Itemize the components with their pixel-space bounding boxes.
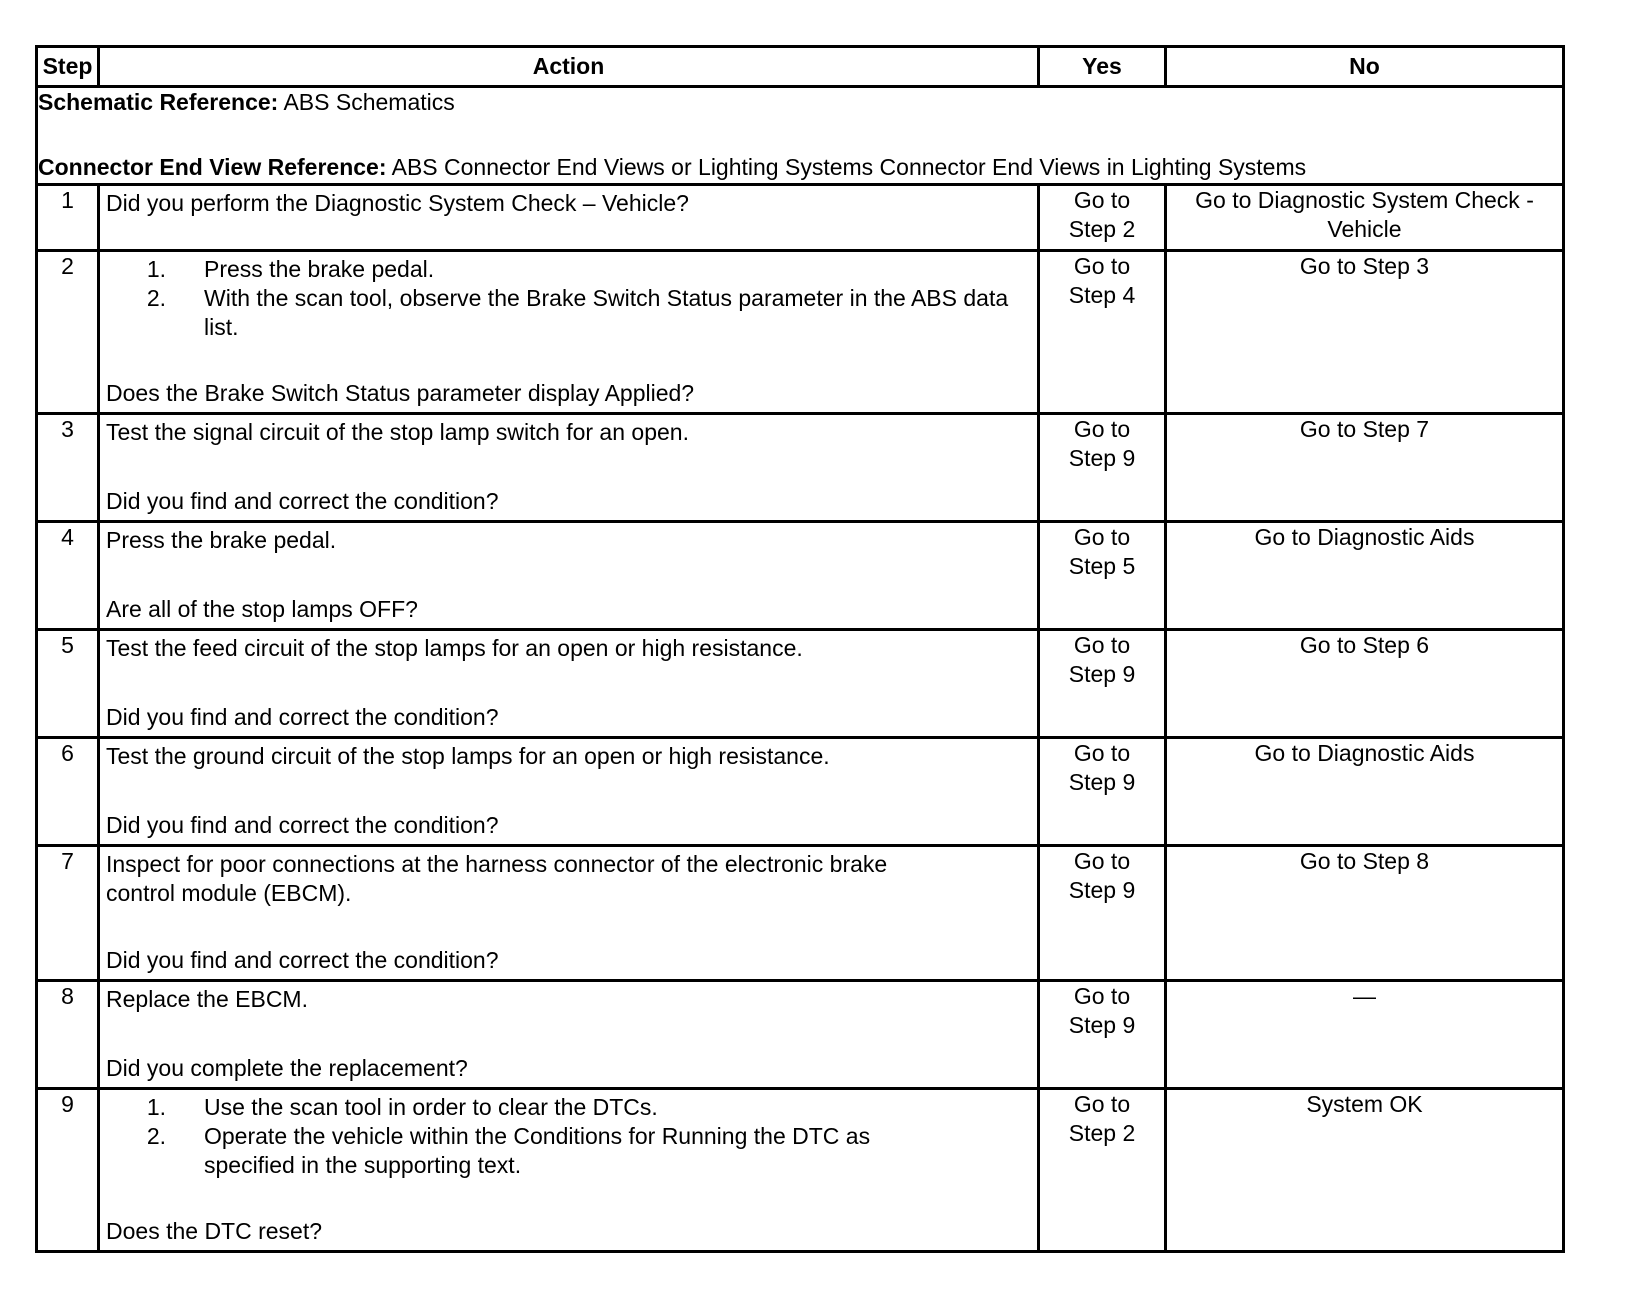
table-row xyxy=(37,522,1564,630)
yes-cell xyxy=(1039,251,1166,414)
schematic-reference xyxy=(38,88,1562,117)
no-line-1: Go to Diagnostic System Check - xyxy=(1195,187,1534,213)
list-item-number: 1. xyxy=(146,1094,166,1120)
connector-reference-value: ABS Connector End Views or Lighting Systems Connector End Views in Lighting Systems xyxy=(386,154,1307,180)
action-question: Does the DTC reset? xyxy=(106,1218,323,1244)
list-item-text: Press the brake pedal. xyxy=(204,256,435,282)
connector-reference xyxy=(38,153,1562,182)
list-item xyxy=(106,1093,1032,1122)
step-number: 4 xyxy=(37,522,99,630)
yes-cell xyxy=(1039,185,1166,251)
list-item-number: 1. xyxy=(146,256,166,282)
table-row xyxy=(37,414,1564,522)
yes-cell xyxy=(1039,1089,1166,1252)
no-cell: Go to Step 3 xyxy=(1166,251,1564,414)
no-cell: Go to Diagnostic Aids xyxy=(1166,522,1564,630)
table-row xyxy=(37,738,1564,846)
table-row xyxy=(37,185,1564,251)
action-cell xyxy=(99,414,1039,522)
step-number: 1 xyxy=(37,185,99,251)
list-item-text: Use the scan tool in order to clear the DTCs. xyxy=(204,1094,658,1120)
yes-cell xyxy=(1039,981,1166,1089)
action-question: Did you find and correct the condition? xyxy=(106,704,499,730)
yes-line-1: Go to xyxy=(1073,416,1131,442)
reference-cell xyxy=(37,87,1564,185)
yes-line-2: Step 5 xyxy=(1068,553,1136,579)
no-cell: Go to Step 6 xyxy=(1166,630,1564,738)
action-question: Did you perform the Diagnostic System Check – Vehicle? xyxy=(106,190,689,216)
table-header-row xyxy=(37,47,1564,87)
step-number: 8 xyxy=(37,981,99,1089)
action-cell xyxy=(99,522,1039,630)
no-cell: — xyxy=(1166,981,1564,1089)
header-yes: Yes xyxy=(1039,47,1166,87)
yes-line-1: Go to xyxy=(1073,740,1131,766)
yes-cell xyxy=(1039,414,1166,522)
yes-cell xyxy=(1039,630,1166,738)
action-cell xyxy=(99,251,1039,414)
yes-cell xyxy=(1039,738,1166,846)
list-item xyxy=(106,1122,1032,1180)
step-number: 7 xyxy=(37,846,99,981)
action-cell xyxy=(99,981,1039,1089)
action-steps-list xyxy=(106,1093,1032,1180)
action-instruction: Inspect for poor connections at the harness connector of the electronic brake control module (EBCM). xyxy=(106,851,888,906)
step-number: 6 xyxy=(37,738,99,846)
yes-line-2: Step 9 xyxy=(1068,877,1136,903)
yes-line-1: Go to xyxy=(1073,1091,1131,1117)
action-question: Are all of the stop lamps OFF? xyxy=(106,596,418,622)
action-cell xyxy=(99,738,1039,846)
action-question: Did you complete the replacement? xyxy=(106,1055,468,1081)
step-number: 9 xyxy=(37,1089,99,1252)
yes-cell xyxy=(1039,846,1166,981)
action-cell xyxy=(99,630,1039,738)
table-row xyxy=(37,630,1564,738)
connector-reference-label: Connector End View Reference: xyxy=(38,154,387,180)
no-cell xyxy=(1166,185,1564,251)
list-item xyxy=(106,284,1032,342)
action-instruction: Test the ground circuit of the stop lamps for an open or high resistance. xyxy=(106,743,830,769)
list-item xyxy=(106,255,1032,284)
list-item-number: 2. xyxy=(146,1123,166,1149)
list-item-number: 2. xyxy=(146,285,166,311)
no-cell: Go to Step 8 xyxy=(1166,846,1564,981)
yes-line-1: Go to xyxy=(1073,253,1131,279)
action-steps-list xyxy=(106,255,1032,342)
yes-line-2: Step 4 xyxy=(1068,282,1136,308)
action-question: Did you find and correct the condition? xyxy=(106,947,499,973)
yes-line-1: Go to xyxy=(1073,187,1131,213)
yes-line-1: Go to xyxy=(1073,848,1131,874)
yes-line-2: Step 9 xyxy=(1068,769,1136,795)
action-instruction: Test the feed circuit of the stop lamps for an open or high resistance. xyxy=(106,635,803,661)
reference-row xyxy=(37,87,1564,185)
yes-line-1: Go to xyxy=(1073,983,1131,1009)
yes-line-2: Step 2 xyxy=(1068,1120,1136,1146)
no-cell: System OK xyxy=(1166,1089,1564,1252)
step-number: 2 xyxy=(37,251,99,414)
yes-line-1: Go to xyxy=(1073,632,1131,658)
action-cell xyxy=(99,1089,1039,1252)
yes-line-2: Step 2 xyxy=(1068,216,1136,242)
list-item-text: With the scan tool, observe the Brake Switch Status parameter in the ABS data list. xyxy=(204,285,1009,340)
yes-line-2: Step 9 xyxy=(1068,1012,1136,1038)
no-cell: Go to Step 7 xyxy=(1166,414,1564,522)
action-question: Does the Brake Switch Status parameter display Applied? xyxy=(106,380,695,406)
schematic-reference-value: ABS Schematics xyxy=(278,89,455,115)
header-step: Step xyxy=(37,47,99,87)
table-row xyxy=(37,981,1564,1089)
table-row xyxy=(37,1089,1564,1252)
action-cell xyxy=(99,846,1039,981)
step-number: 5 xyxy=(37,630,99,738)
yes-line-2: Step 9 xyxy=(1068,445,1136,471)
step-number: 3 xyxy=(37,414,99,522)
action-instruction: Replace the EBCM. xyxy=(106,986,308,1012)
action-question: Did you find and correct the condition? xyxy=(106,488,499,514)
no-line-2: Vehicle xyxy=(1327,216,1402,242)
action-instruction: Press the brake pedal. xyxy=(106,527,337,553)
action-cell xyxy=(99,185,1039,251)
list-item-text: Operate the vehicle within the Conditions for Running the DTC as specified in the supporting text. xyxy=(204,1123,871,1178)
no-cell: Go to Diagnostic Aids xyxy=(1166,738,1564,846)
schematic-reference-label: Schematic Reference: xyxy=(38,89,279,115)
yes-line-1: Go to xyxy=(1073,524,1131,550)
yes-line-2: Step 9 xyxy=(1068,661,1136,687)
action-question: Did you find and correct the condition? xyxy=(106,812,499,838)
header-action: Action xyxy=(99,47,1039,87)
action-instruction: Test the signal circuit of the stop lamp switch for an open. xyxy=(106,419,689,445)
header-no: No xyxy=(1166,47,1564,87)
table-row xyxy=(37,846,1564,981)
table-row xyxy=(37,251,1564,414)
yes-cell xyxy=(1039,522,1166,630)
diagnostic-table xyxy=(35,45,1565,1253)
